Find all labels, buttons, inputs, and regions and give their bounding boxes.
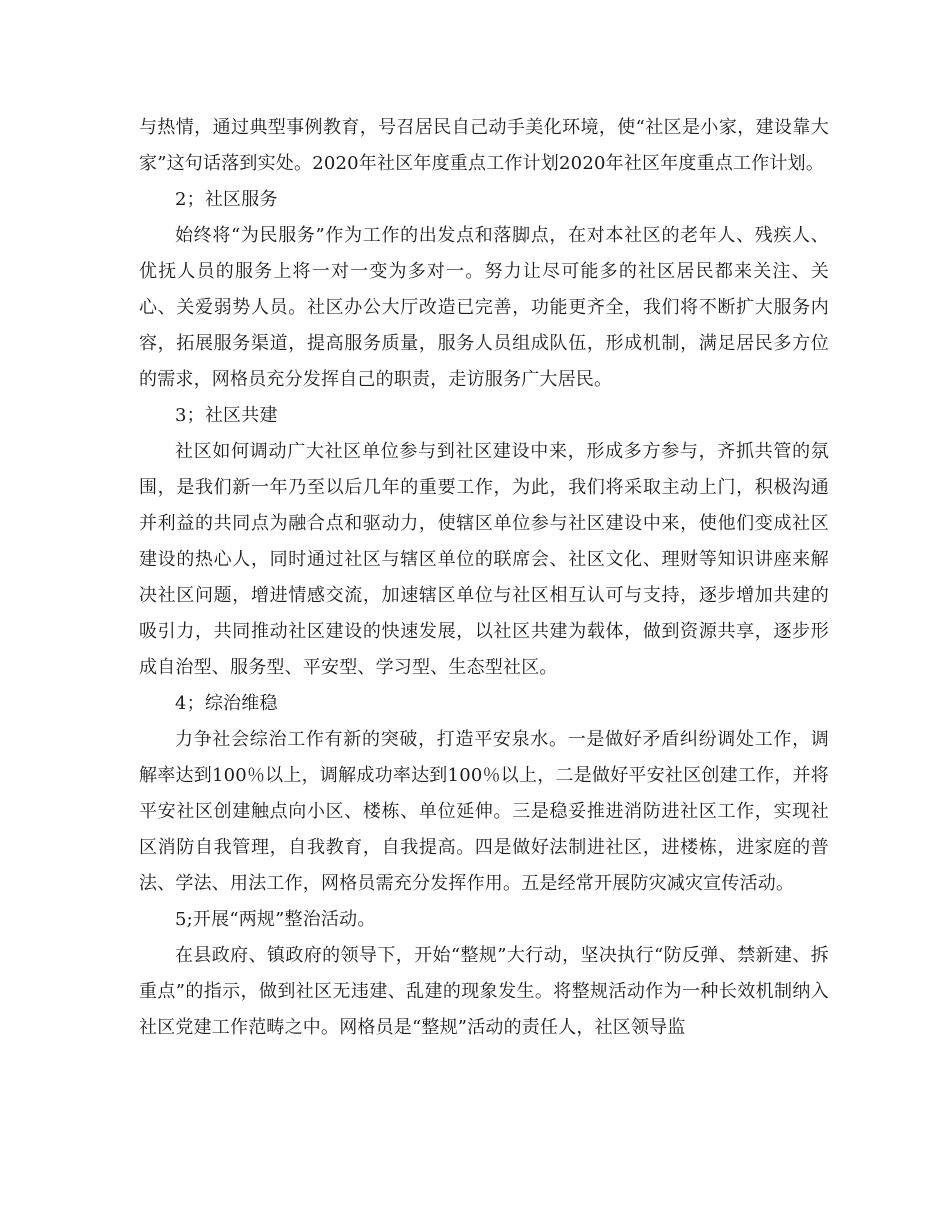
section-body-rectification: 在县政府、镇政府的领导下，开始“整规”大行动，坚决执行“防反弹、禁新建、拆重点”的指示，做到社区无违建、乱建的现象发生。将整规活动作为一种长效机制纳入社区党建工作范畴之中。网格员是“整规”活动的责任人，社区领导监 [139, 945, 829, 1038]
section-body-community-service: 始终将“为民服务”作为工作的出发点和落脚点，在对本社区的老年人、残疾人、优抚人员的服务上将一对一变为多对一。努力让尽可能多的社区居民都来关注、关心、关爱弱势人员。社区办公大厅改造已完善，功能更齐全，我们将不断扩大服务内容，拓展服务渠道，提高服务质量，服务人员组成队伍，形成机制，满足居民多方位的需求，网格员充分发挥自己的职责，走访服务广大居民。 [139, 225, 829, 390]
section-heading-co-construction: 3；社区共建 [175, 405, 278, 426]
section-body-co-construction: 社区如何调动广大社区单位参与到社区建设中来，形成多方参与，齐抓共管的氛围，是我们新一年乃至以后几年的重要工作，为此，我们将采取主动上门，积极沟通并利益的共同点为融合点和驱动力，使辖区单位参与社区建设中来，使他们变成社区建设的热心人，同时通过社区与辖区单位的联席会、社区文化、理财等知识讲座来解决社区问题，增进情感交流，加速辖区单位与社区相互认可与支持，逐步增加共建的吸引力，共同推动社区建设的快速发展，以社区共建为载体，做到资源共享，逐步形成自治型、服务型、平安型、学习型、生态型社区。 [139, 441, 829, 678]
intro-paragraph: 与热情，通过典型事例教育，号召居民自己动手美化环境，使“社区是小家，建设靠大家”这句话落到实处。2020年社区年度重点工作计划2020年社区年度重点工作计划。 [139, 117, 829, 174]
section-heading-stability: 4；综治维稳 [175, 693, 278, 714]
section-heading-rectification: 5;开展“两规”整治活动。 [175, 909, 376, 930]
document-body [139, 110, 829, 1046]
section-body-stability: 力争社会综治工作有新的突破，打造平安泉水。一是做好矛盾纠纷调处工作，调解率达到100％以上，调解成功率达到100％以上，二是做好平安社区创建工作，并将平安社区创建触点向小区、楼栋、单位延伸。三是稳妥推进消防进社区工作，实现社区消防自我管理，自我教育，自我提高。四是做好法制进社区，进楼栋，进家庭的普法、学法、用法工作，网格员需充分发挥作用。五是经常开展防灾减灾宣传活动。 [139, 729, 829, 894]
section-heading-community-service: 2；社区服务 [175, 189, 278, 210]
